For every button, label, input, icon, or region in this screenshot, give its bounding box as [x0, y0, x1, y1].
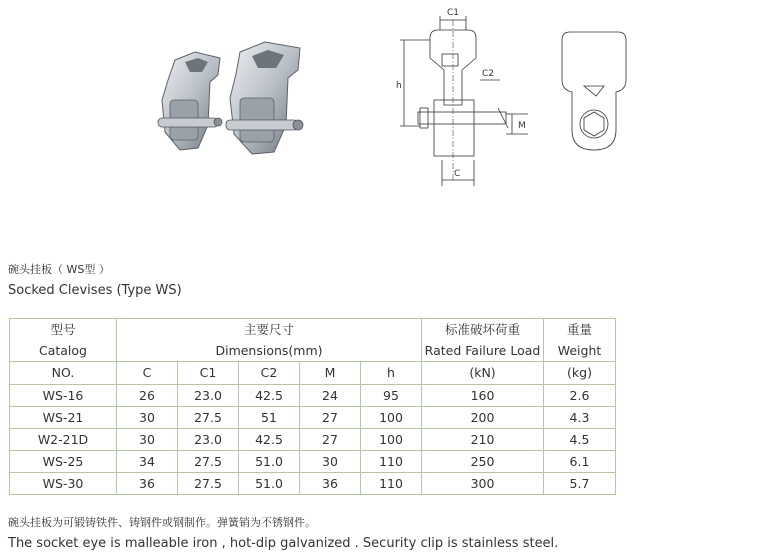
cell-c2: 51.0 [239, 473, 300, 495]
product-title-cn: 碗头挂板（ WS型 ） [8, 263, 110, 276]
cell-m: 30 [300, 451, 361, 473]
dim-col-c2: C2 [239, 362, 300, 385]
cell-c1: 27.5 [178, 407, 239, 429]
catalog-header-cn: 型号 [50, 322, 76, 337]
product-photo [140, 30, 320, 170]
cell-c2: 51 [239, 407, 300, 429]
material-note-en: The socket eye is malleable iron , hot-dip galvanized . Security clip is stainless steel. [8, 536, 559, 551]
cell-c2: 42.5 [239, 385, 300, 407]
cell-catalog: W2-21D [10, 429, 117, 451]
clevis-right-image [226, 42, 303, 154]
failure-load-header [422, 319, 544, 362]
cell-c: 36 [117, 473, 178, 495]
spec-table [9, 318, 616, 495]
front-view [400, 16, 528, 186]
cell-h: 110 [361, 473, 422, 495]
cell-c: 26 [117, 385, 178, 407]
cell-m: 24 [300, 385, 361, 407]
weight-unit: (kg) [544, 362, 616, 385]
cell-c1: 23.0 [178, 385, 239, 407]
cell-load: 200 [422, 407, 544, 429]
weight-header [544, 319, 616, 362]
cell-m: 27 [300, 429, 361, 451]
table-row [10, 473, 616, 495]
dimensions-header-cn: 主要尺寸 [243, 322, 294, 337]
cell-c1: 27.5 [178, 451, 239, 473]
clevis-left-image [158, 52, 222, 150]
cell-h: 110 [361, 451, 422, 473]
cell-c1: 27.5 [178, 473, 239, 495]
catalog-header-en: Catalog [38, 343, 87, 358]
product-title-en: Socked Clevises (Type WS) [8, 283, 182, 298]
cell-m: 27 [300, 407, 361, 429]
dimensions-header [117, 319, 422, 362]
failure-load-header-cn: 标准破坏荷重 [444, 322, 520, 337]
weight-header-cn: 重量 [566, 322, 592, 337]
cell-load: 210 [422, 429, 544, 451]
table-row [10, 407, 616, 429]
cell-load: 160 [422, 385, 544, 407]
weight-header-en: Weight [557, 343, 602, 358]
dimensions-header-en: Dimensions(mm) [215, 343, 323, 358]
material-note-cn: 碗头挂板为可锻铸铁件、铸钢件或钢制作。弹簧销为不锈钢件。 [8, 516, 316, 529]
cell-weight: 4.3 [544, 407, 616, 429]
dim-label-c2: C2 [482, 69, 495, 79]
cell-weight: 6.1 [544, 451, 616, 473]
cell-weight: 4.5 [544, 429, 616, 451]
side-view [562, 32, 626, 150]
header-row-3 [10, 362, 616, 385]
dim-col-c: C [117, 362, 178, 385]
dim-label-h: h [396, 81, 402, 91]
dim-label-c1: C1 [447, 8, 460, 18]
cell-c: 30 [117, 407, 178, 429]
table-row [10, 429, 616, 451]
cell-catalog: WS-21 [10, 407, 117, 429]
cell-weight: 5.7 [544, 473, 616, 495]
dim-label-c: C [454, 169, 461, 179]
cell-catalog: WS-25 [10, 451, 117, 473]
table-row [10, 385, 616, 407]
catalog-header-no: NO. [10, 362, 117, 385]
table-row [10, 451, 616, 473]
cell-catalog: WS-30 [10, 473, 117, 495]
cell-c2: 42.5 [239, 429, 300, 451]
dim-label-m: M [518, 121, 526, 131]
cell-h: 95 [361, 385, 422, 407]
failure-load-unit: (kN) [422, 362, 544, 385]
cell-h: 100 [361, 407, 422, 429]
cell-weight: 2.6 [544, 385, 616, 407]
dim-col-h: h [361, 362, 422, 385]
cell-catalog: WS-16 [10, 385, 117, 407]
cell-c: 34 [117, 451, 178, 473]
failure-load-header-en: Rated Failure Load [424, 343, 541, 358]
cell-h: 100 [361, 429, 422, 451]
dim-col-c1: C1 [178, 362, 239, 385]
cell-c2: 51.0 [239, 451, 300, 473]
dim-col-m: M [300, 362, 361, 385]
cell-m: 36 [300, 473, 361, 495]
cell-c: 30 [117, 429, 178, 451]
catalog-header [10, 319, 117, 362]
cell-load: 250 [422, 451, 544, 473]
cell-load: 300 [422, 473, 544, 495]
technical-drawing [390, 0, 650, 200]
cell-c1: 23.0 [178, 429, 239, 451]
